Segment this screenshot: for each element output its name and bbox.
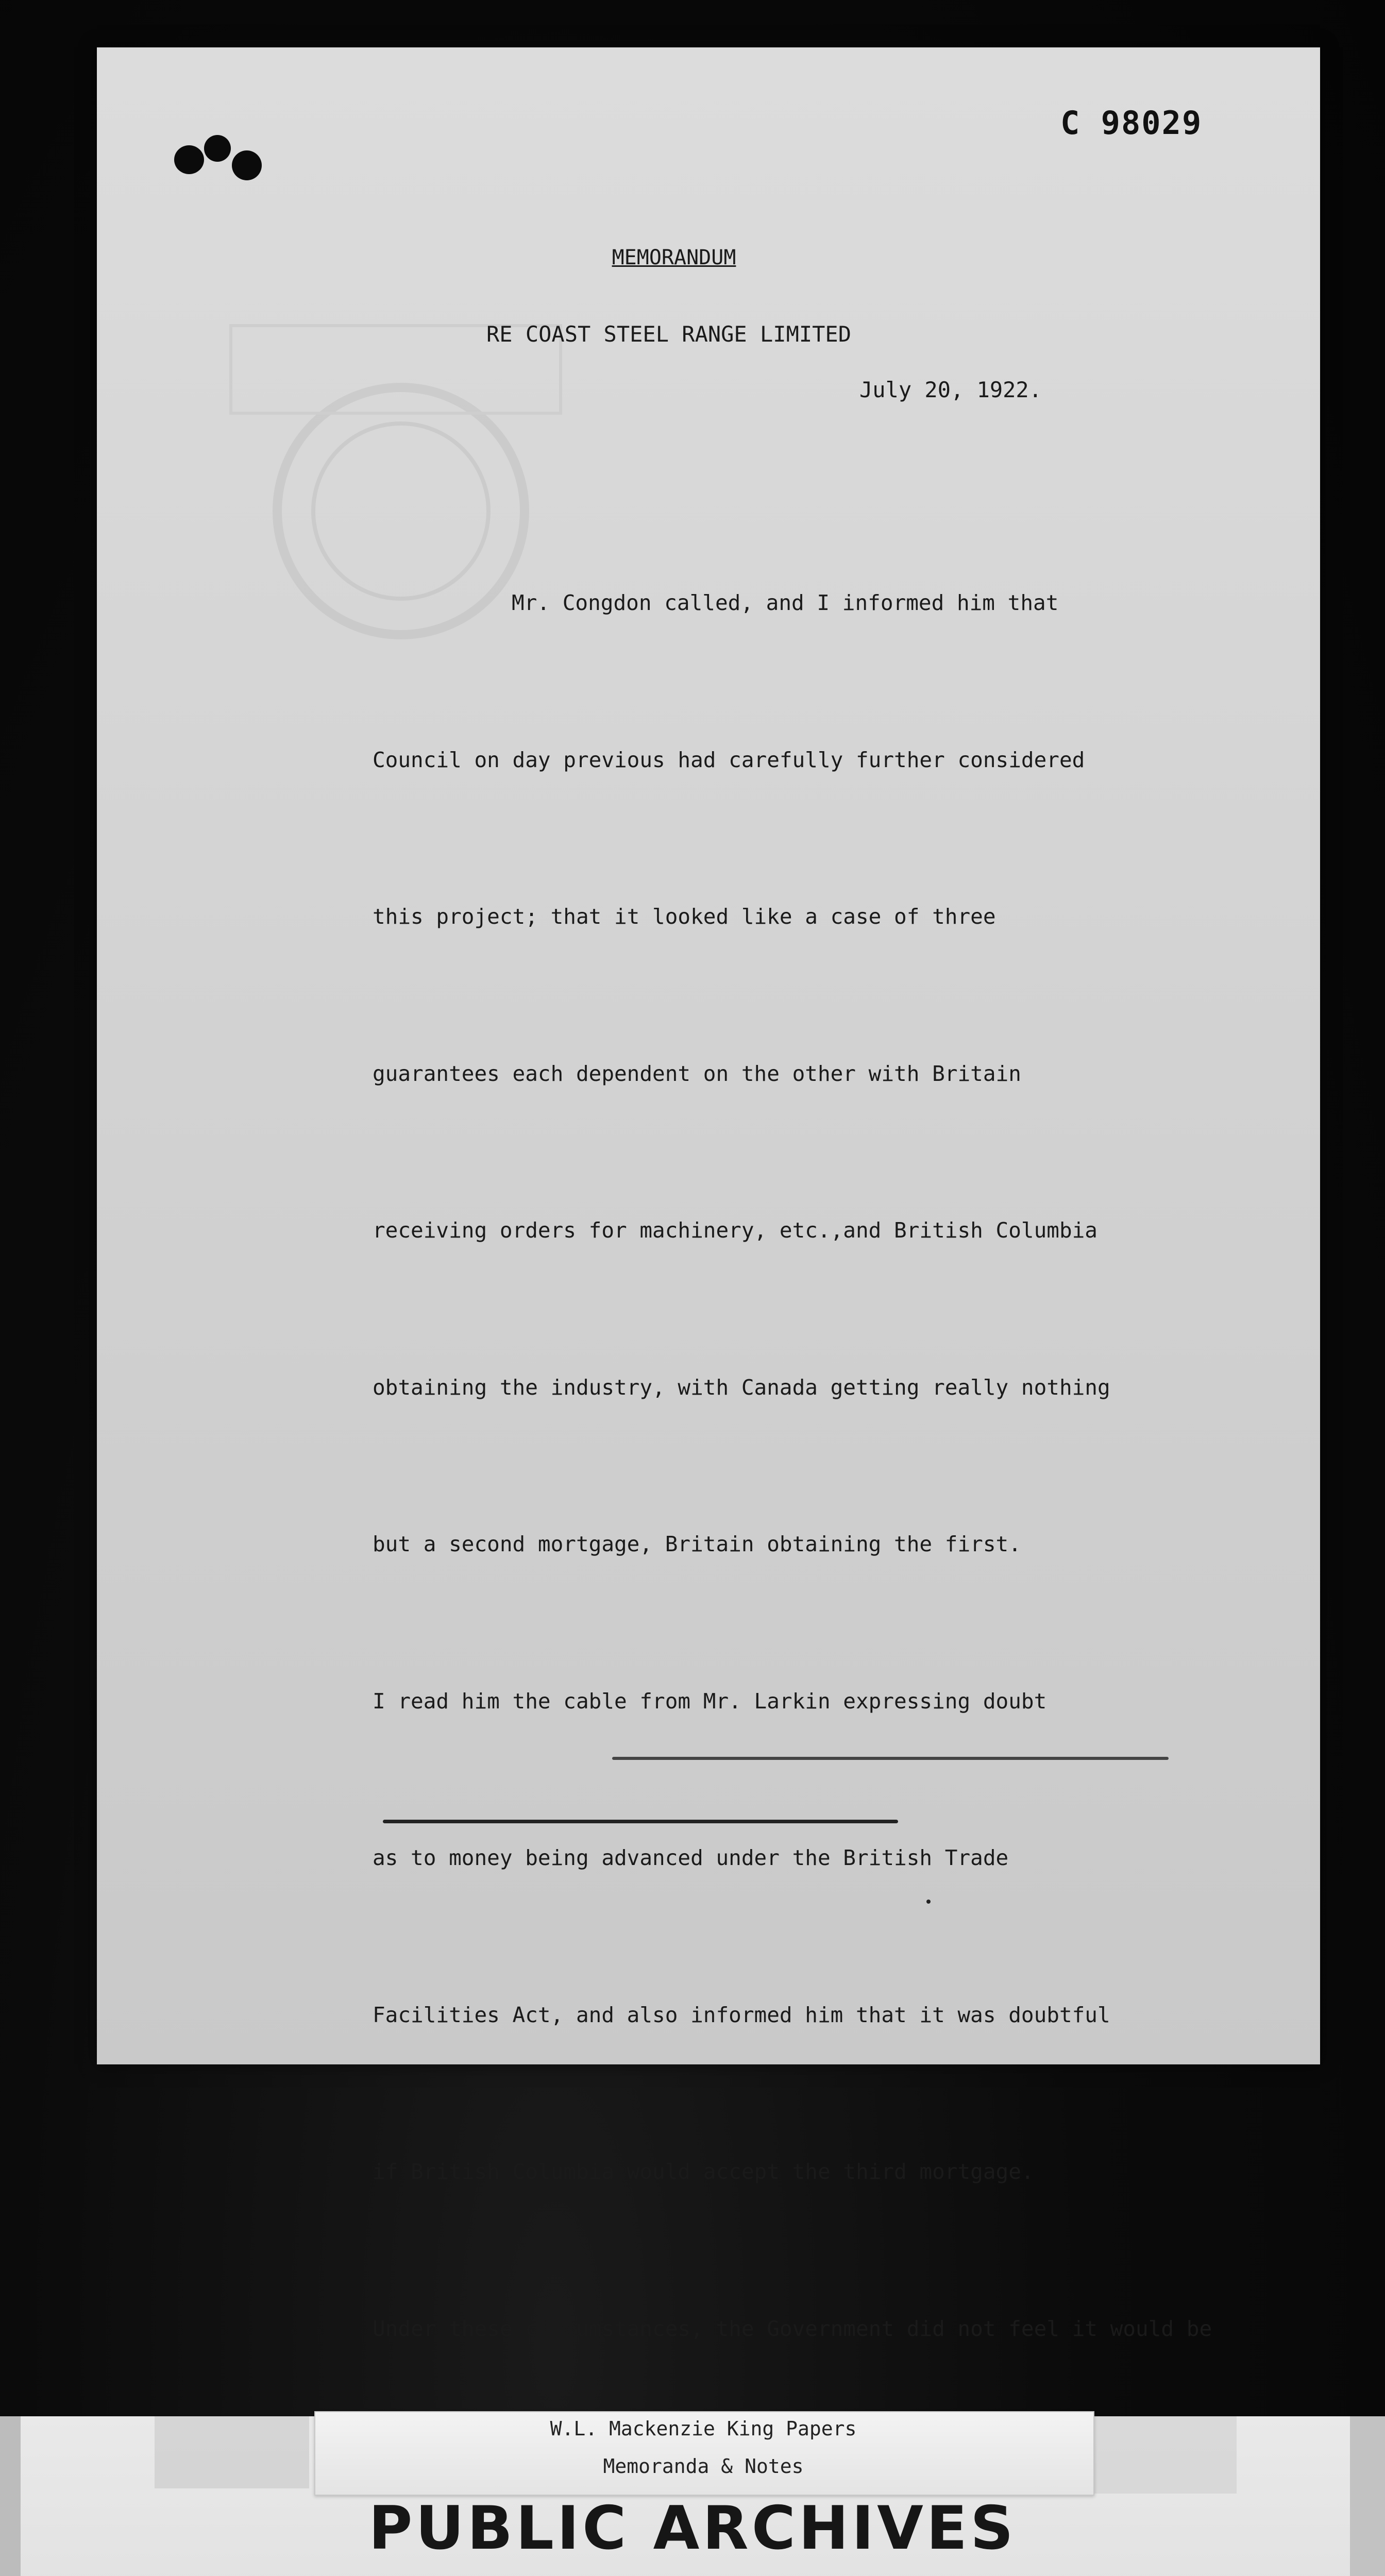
ink-dot: [926, 1900, 931, 1904]
memo-line: I read him the cable from Mr. Larkin expressing doubt: [373, 1688, 1047, 1714]
memo-page: [97, 47, 1320, 2341]
memo-line: receiving orders for machinery, etc.,and British Columbia: [373, 1218, 1097, 1243]
pen-underline-2: [383, 1820, 898, 1823]
memo-line: Mr. Congdon called, and I informed him that: [512, 590, 1059, 615]
collection-series: Memoranda & Notes: [603, 2455, 804, 2478]
punch-holes: [174, 135, 288, 197]
memo-line: if British Columbia would accept the third mortgage.: [373, 2159, 1034, 2184]
memo-line: as to money being advanced under the British Trade: [373, 1845, 1009, 1870]
memo-date: July 20, 1922.: [859, 377, 1042, 402]
memo-subject: RE COAST STEEL RANGE LIMITED: [486, 321, 851, 347]
tape-patch-right: [1092, 2416, 1237, 2494]
memo-line: Council on day previous had carefully further considered: [373, 747, 1085, 772]
document-number: C 98029: [1060, 104, 1203, 142]
memo-line: guarantees each dependent on the other with Britain: [373, 1061, 1021, 1086]
memo-body: [373, 472, 1341, 2576]
memo-line: but a second mortgage, Britain obtaining the first.: [373, 1532, 1021, 1556]
memo-line: Under these circumstances, the Government did not feel it would be: [373, 2316, 1212, 2341]
collection-name: W.L. Mackenzie King Papers: [550, 2417, 857, 2440]
archives-english: PUBLIC ARCHIVES: [368, 2494, 1017, 2563]
memo-line: obtaining the industry, with Canada getting really nothing: [373, 1375, 1110, 1400]
memo-title: MEMORANDUM: [612, 246, 736, 269]
pen-underline-1: [612, 1757, 1169, 1760]
memo-line: this project; that it looked like a case of three: [373, 904, 996, 929]
tape-patch-left: [155, 2416, 309, 2488]
memo-line: Facilities Act, and also informed him that it was doubtful: [373, 2002, 1110, 2027]
